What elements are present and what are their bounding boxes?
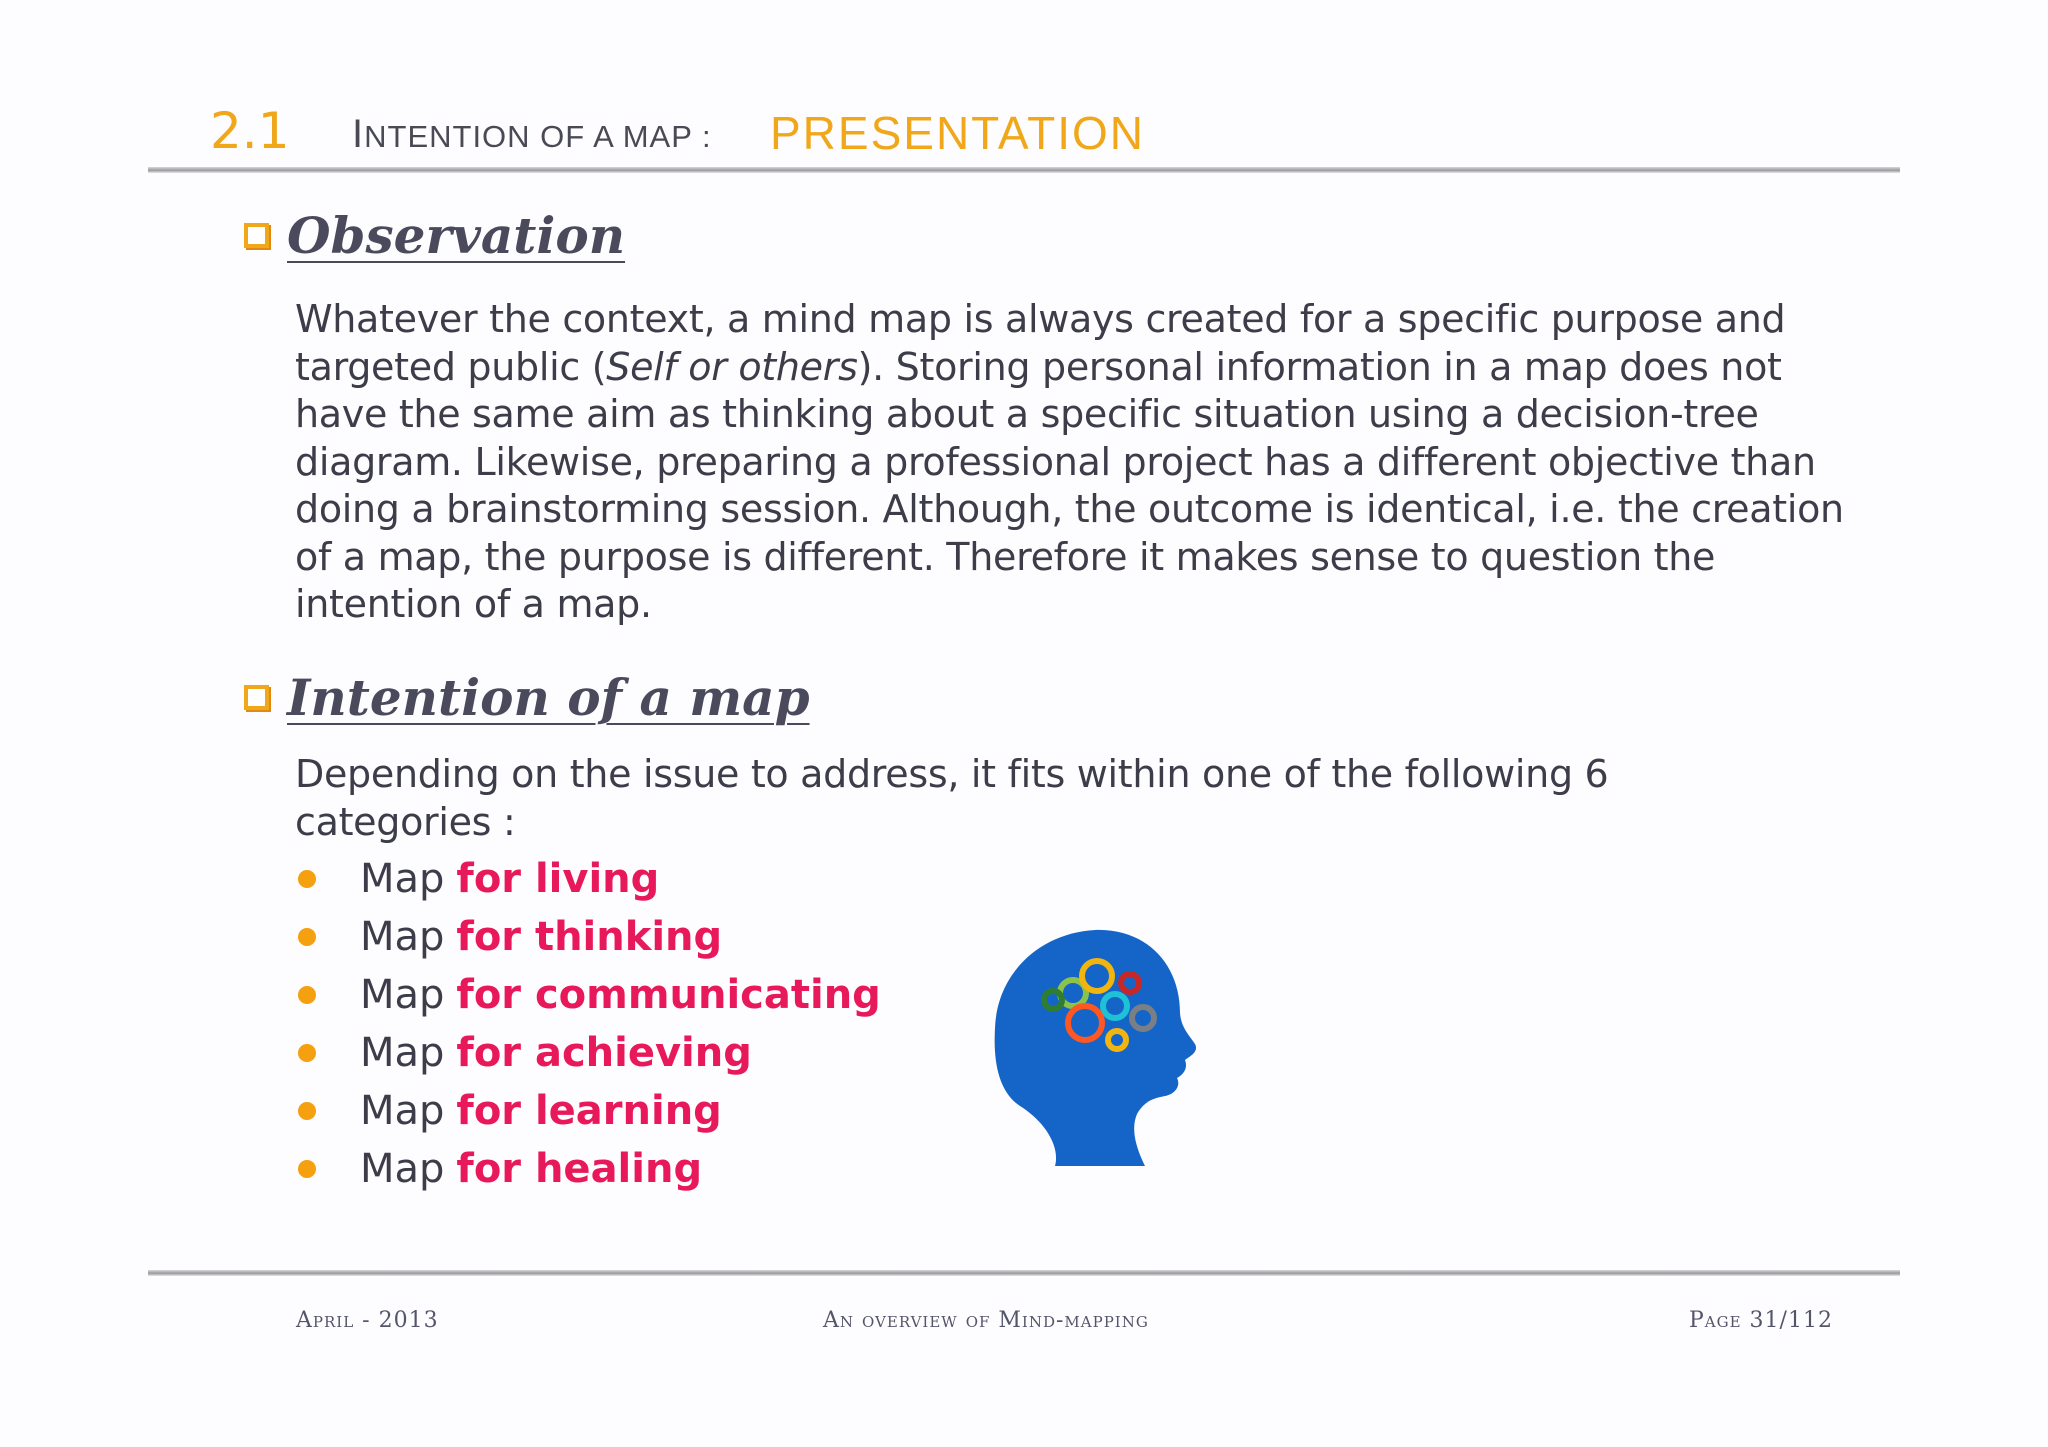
observation-paragraph [295, 296, 1855, 629]
bullet-dot-icon [298, 1102, 316, 1120]
footer-title: An overview of Mind-mapping [823, 1308, 1149, 1333]
observation-heading-row [244, 206, 625, 265]
bullet-dot-icon [298, 870, 316, 888]
item-prefix: Map [360, 1030, 445, 1076]
list-item [292, 1082, 881, 1140]
bullet-dot-icon [298, 928, 316, 946]
intention-intro: Depending on the issue to address, it fits within one of the following 6 categories : [295, 752, 1609, 844]
item-prefix: Map [360, 914, 445, 960]
list-item [292, 966, 881, 1024]
observation-text-italic: Self or others [606, 344, 858, 389]
intention-heading: Intention of a map [287, 668, 810, 727]
list-item [292, 850, 881, 908]
bullet-dot-icon [298, 1160, 316, 1178]
category-list [292, 850, 881, 1198]
item-prefix: Map [360, 972, 445, 1018]
section-number: 2.1 [210, 102, 290, 160]
checkbox-bullet-icon [244, 223, 269, 248]
section-title-initial: I [352, 112, 365, 156]
checkbox-bullet-icon [244, 685, 269, 710]
footer-date: April - 2013 [296, 1308, 439, 1333]
item-purpose: for thinking [456, 914, 723, 960]
item-purpose: for learning [456, 1088, 722, 1134]
list-item [292, 908, 881, 966]
observation-heading: Observation [287, 206, 626, 265]
item-purpose: for achieving [456, 1030, 752, 1076]
intention-heading-row [244, 668, 810, 727]
observation-text-start: Whatever the context, a mind map is always created for a specific purpose and targeted public ( [295, 297, 1786, 389]
item-prefix: Map [360, 1146, 445, 1192]
section-title [352, 112, 712, 157]
list-item [292, 1024, 881, 1082]
bullet-dot-icon [298, 1044, 316, 1062]
item-purpose: for living [456, 856, 660, 902]
bullet-dot-icon [298, 986, 316, 1004]
observation-text-end: ). Storing personal information in a map does not have the same aim as thinking about a specific situation using a decision-tree diagram. Likewise, preparing a professional project has a different objective than doing a brainstorming session. Although, the outcome is identical, i.e. the creation of a map, the purpose is different. Therefore it makes sense to question the intention of a map. [295, 344, 1844, 626]
item-purpose: for healing [456, 1146, 703, 1192]
item-purpose: for communicating [456, 972, 881, 1018]
section-title-separator: : [692, 119, 712, 154]
header-divider [148, 167, 1900, 173]
section-title-rest: NTENTION OF A MAP [364, 119, 693, 154]
list-item [292, 1140, 881, 1198]
section-subtitle: PRESENTATION [770, 107, 1145, 159]
item-prefix: Map [360, 1088, 445, 1134]
head-with-gears-icon [985, 918, 1210, 1166]
page-number: Page 31/112 [1689, 1308, 1833, 1333]
footer-divider [148, 1270, 1900, 1276]
item-prefix: Map [360, 856, 445, 902]
